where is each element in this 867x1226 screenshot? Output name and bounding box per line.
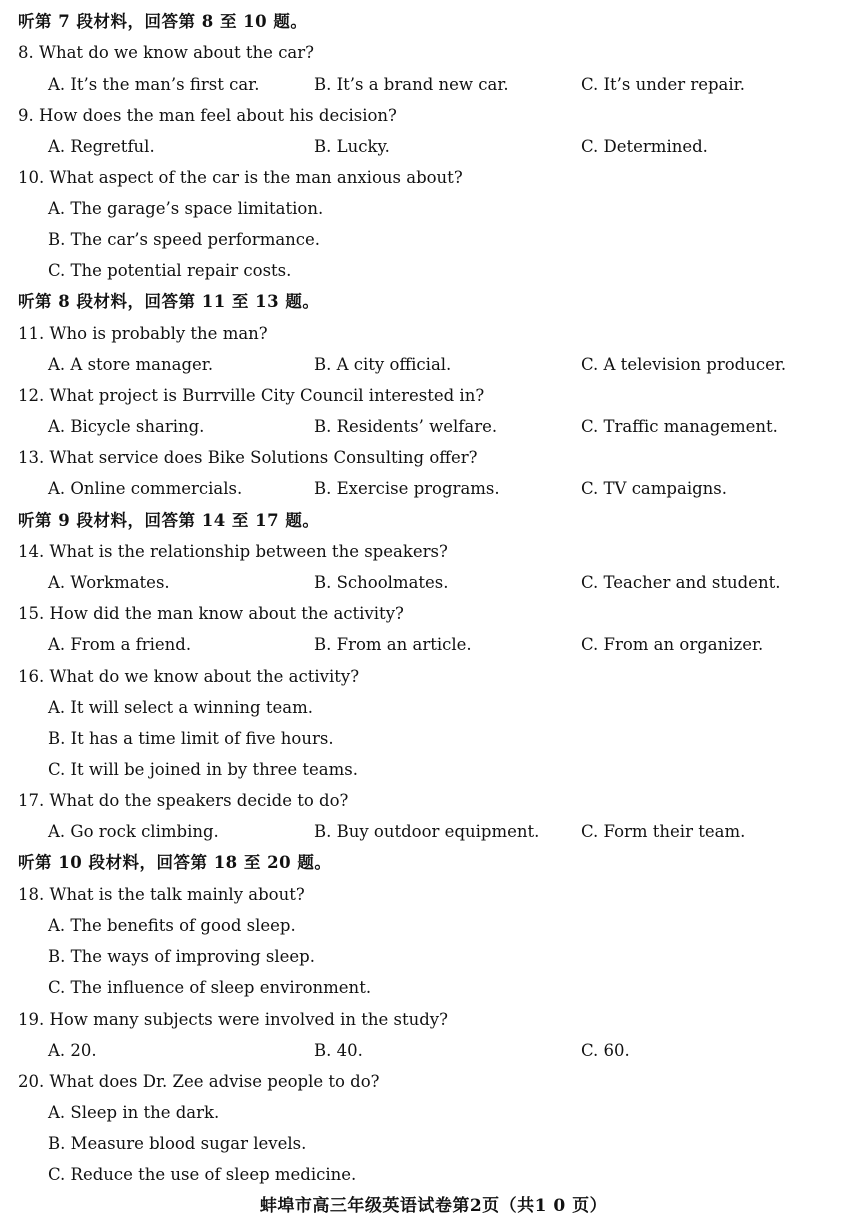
option-b: B. It has a time limit of five hours. <box>48 729 334 748</box>
option-a: A. Bicycle sharing. <box>48 417 205 436</box>
option-c: C. The influence of sleep environment. <box>48 978 372 997</box>
question-10: 10. What aspect of the car is the man anxious about? <box>18 168 463 187</box>
option-c-row <box>0 1159 867 1190</box>
option-b: B. Schoolmates. <box>314 573 449 592</box>
option-c-row <box>0 754 867 785</box>
section-heading: 听第 10 段材料，回答第 18 至 20 题。 <box>18 853 332 872</box>
option-c: C. Form their team. <box>581 822 746 841</box>
option-a-row <box>0 910 867 941</box>
question-14: 14. What is the relationship between the speakers? <box>18 542 448 561</box>
option-b-row <box>0 723 867 754</box>
options-12 <box>0 411 867 442</box>
option-b: B. Measure blood sugar levels. <box>48 1134 307 1153</box>
option-b: B. Buy outdoor equipment. <box>314 822 540 841</box>
option-b: B. It’s a brand new car. <box>314 75 509 94</box>
page-footer: 蚌埠市高三年级英语试卷第2页（共1 0 页） <box>259 1196 608 1216</box>
option-b: B. Lucky. <box>314 137 390 156</box>
options-14 <box>0 567 867 598</box>
question-20: 20. What does Dr. Zee advise people to do? <box>18 1072 380 1091</box>
section-heading: 听第 8 段材料，回答第 11 至 13 题。 <box>18 292 320 311</box>
option-c: C. Traffic management. <box>581 417 778 436</box>
option-a: A. The benefits of good sleep. <box>48 916 296 935</box>
option-b: B. From an article. <box>314 635 472 654</box>
option-a-row <box>0 1097 867 1128</box>
question-17: 17. What do the speakers decide to do? <box>18 791 349 810</box>
option-c: C. Determined. <box>581 137 708 156</box>
section-heading: 听第 9 段材料，回答第 14 至 17 题。 <box>18 511 320 530</box>
question-8: 8. What do we know about the car? <box>18 43 315 62</box>
option-c: C. It will be joined in by three teams. <box>48 760 359 779</box>
option-a: A. The garage’s space limitation. <box>48 199 324 218</box>
question-12: 12. What project is Burrville City Council interested in? <box>18 386 485 405</box>
option-a: A. Regretful. <box>48 137 155 156</box>
question-18: 18. What is the talk mainly about? <box>18 885 305 904</box>
option-a: A. From a friend. <box>48 635 192 654</box>
option-a: A. Go rock climbing. <box>48 822 219 841</box>
option-b-row <box>0 1128 867 1159</box>
options-8 <box>0 69 867 100</box>
option-c: C. Reduce the use of sleep medicine. <box>48 1165 357 1184</box>
option-b-row <box>0 941 867 972</box>
options-13 <box>0 473 867 504</box>
option-c: C. 60. <box>581 1041 630 1060</box>
options-17 <box>0 816 867 847</box>
option-c: C. The potential repair costs. <box>48 261 292 280</box>
option-c: C. A television producer. <box>581 355 787 374</box>
option-a: A. Sleep in the dark. <box>48 1103 220 1122</box>
options-19 <box>0 1035 867 1066</box>
option-b: B. The ways of improving sleep. <box>48 947 315 966</box>
option-b: B. Residents’ welfare. <box>314 417 498 436</box>
option-b: B. 40. <box>314 1041 363 1060</box>
option-a: A. A store manager. <box>48 355 214 374</box>
options-15 <box>0 629 867 660</box>
option-c-row <box>0 255 867 286</box>
option-b: B. The car’s speed performance. <box>48 230 321 249</box>
option-a-row <box>0 193 867 224</box>
question-15: 15. How did the man know about the activity? <box>18 604 404 623</box>
option-a: A. It will select a winning team. <box>48 698 313 717</box>
question-9: 9. How does the man feel about his decision? <box>18 106 397 125</box>
section-heading: 听第 7 段材料，回答第 8 至 10 题。 <box>18 12 308 31</box>
option-a-row <box>0 692 867 723</box>
option-c: C. Teacher and student. <box>581 573 781 592</box>
option-a: A. Workmates. <box>48 573 170 592</box>
option-a: A. Online commercials. <box>48 479 243 498</box>
option-c-row <box>0 972 867 1003</box>
option-c: C. It’s under repair. <box>581 75 745 94</box>
option-b: B. A city official. <box>314 355 452 374</box>
question-19: 19. How many subjects were involved in the study? <box>18 1010 448 1029</box>
question-11: 11. Who is probably the man? <box>18 324 268 343</box>
option-b: B. Exercise programs. <box>314 479 500 498</box>
option-b-row <box>0 224 867 255</box>
option-c: C. From an organizer. <box>581 635 764 654</box>
question-16: 16. What do we know about the activity? <box>18 667 360 686</box>
question-13: 13. What service does Bike Solutions Consulting offer? <box>18 448 478 467</box>
options-11 <box>0 349 867 380</box>
option-a: A. 20. <box>48 1041 97 1060</box>
option-c: C. TV campaigns. <box>581 479 727 498</box>
option-a: A. It’s the man’s first car. <box>48 75 260 94</box>
options-9 <box>0 131 867 162</box>
